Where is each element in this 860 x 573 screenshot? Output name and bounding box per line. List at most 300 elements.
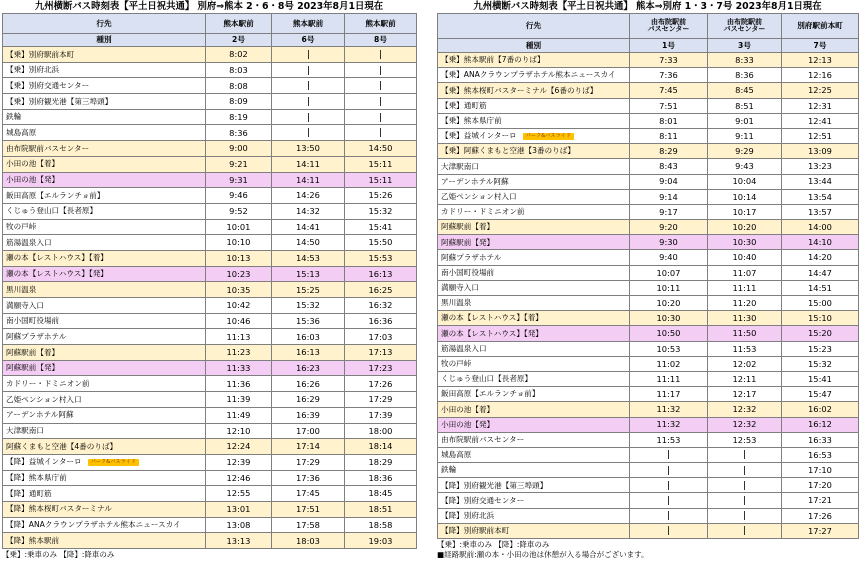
time-cell: 10:50 (630, 326, 708, 341)
time-cell: 14:11 (272, 156, 345, 172)
table-row (438, 98, 859, 113)
table-row (438, 174, 859, 189)
footnote: 【乗】:乗車のみ 【降】:降車のみ (437, 540, 550, 549)
time-cell (630, 508, 708, 523)
stop-cell (438, 204, 630, 219)
time-cell: 10:01 (206, 219, 272, 235)
no-stop-marker (668, 496, 669, 505)
stop-name: 飯田高原【エルランチョ前】 (441, 389, 540, 399)
time-cell: 12:17 (708, 387, 782, 402)
time-cell: 11:49 (206, 407, 272, 423)
time-cell: 15:10 (782, 311, 859, 326)
time-cell: 8:19 (206, 109, 272, 125)
stop-name: 阿蘇くまもと空港【4番のりば】 (6, 441, 118, 451)
table-row (438, 356, 859, 371)
destination-label: 行先 (438, 14, 630, 39)
table-row (3, 439, 417, 455)
time-cell: 8:33 (708, 53, 782, 68)
stop-cell (3, 486, 206, 502)
table-row (3, 282, 417, 298)
table-row (3, 454, 417, 470)
stop-cell (438, 447, 630, 462)
time-cell: 9:20 (630, 220, 708, 235)
stop-cell (438, 280, 630, 295)
time-cell: 16:26 (272, 376, 345, 392)
stop-name: 【乗】益城インターロ (441, 131, 517, 141)
stop-cell (438, 296, 630, 311)
time-cell: 13:57 (782, 204, 859, 219)
table-row (3, 345, 417, 361)
time-cell: 15:11 (345, 172, 417, 188)
time-cell: 17:39 (345, 407, 417, 423)
stop-name: 城島高原 (6, 127, 37, 137)
time-cell: 11:11 (630, 371, 708, 386)
time-cell (345, 62, 417, 78)
time-cell: 10:30 (630, 311, 708, 326)
time-cell: 12:53 (708, 432, 782, 447)
stop-cell (438, 478, 630, 493)
time-cell: 16:13 (345, 266, 417, 282)
time-cell: 14:53 (272, 250, 345, 266)
time-cell: 17:20 (782, 478, 859, 493)
service-type-label: 種別 (3, 34, 206, 47)
time-cell: 10:20 (708, 220, 782, 235)
stop-name: 【降】熊本桜町バスターミナル (6, 504, 112, 514)
time-cell: 10:23 (206, 266, 272, 282)
time-cell: 17:14 (272, 439, 345, 455)
no-stop-marker (744, 466, 745, 475)
time-cell: 8:43 (630, 159, 708, 174)
stop-name: 乙姫ペンション村入口 (441, 191, 517, 201)
time-cell: 15:32 (782, 356, 859, 371)
table-row (438, 128, 859, 143)
time-cell: 10:42 (206, 298, 272, 314)
time-cell: 15:13 (272, 266, 345, 282)
park-and-ride-badge: パーク&バスライド (523, 133, 574, 140)
stop-name: 南小国町役場前 (6, 316, 60, 326)
header-row-service (3, 34, 417, 47)
time-cell: 11:33 (206, 360, 272, 376)
table-row (3, 109, 417, 125)
timetable-table (2, 13, 417, 549)
no-stop-marker (744, 511, 745, 520)
table-row (3, 78, 417, 94)
stop-name: くじゅう登山口【長者原】 (6, 206, 98, 216)
table-row (438, 113, 859, 128)
table-row (438, 311, 859, 326)
table-row (438, 296, 859, 311)
stop-cell (438, 235, 630, 250)
table-row (438, 523, 859, 538)
time-cell: 9:21 (206, 156, 272, 172)
time-cell: 11:32 (630, 417, 708, 432)
stop-cell (3, 250, 206, 266)
time-cell: 10:20 (630, 296, 708, 311)
no-stop-marker (668, 450, 669, 459)
stop-name: 瀬の本【レストハウス】【発】 (6, 269, 108, 279)
stop-name: アーデンホテル阿蘇 (6, 410, 74, 420)
header-row-service (438, 39, 859, 53)
stop-name: カドリー・ドミニオン前 (6, 378, 90, 388)
stop-name: 阿蘇駅前【着】 (6, 347, 60, 357)
time-cell: 15:53 (345, 250, 417, 266)
table-row (3, 329, 417, 345)
time-cell: 9:46 (206, 188, 272, 204)
stop-cell (438, 189, 630, 204)
time-cell: 14:00 (782, 220, 859, 235)
time-cell: 11:39 (206, 392, 272, 408)
time-cell (708, 508, 782, 523)
stop-cell (3, 141, 206, 157)
table-row (3, 141, 417, 157)
stop-name: 【乗】別府北浜 (6, 65, 60, 75)
time-cell: 12:46 (206, 470, 272, 486)
time-cell (272, 62, 345, 78)
time-cell: 9:29 (708, 144, 782, 159)
time-cell: 17:26 (345, 376, 417, 392)
time-cell: 16:32 (345, 298, 417, 314)
time-cell: 9:31 (206, 172, 272, 188)
stop-name: 【降】ANAクラウンプラザホテル熊本ニュースカイ (6, 520, 181, 530)
destination-label: 行先 (3, 14, 206, 34)
no-stop-marker (308, 128, 309, 137)
stop-name: 【降】別府観光港【第三埠頭】 (441, 480, 548, 490)
table-row (438, 341, 859, 356)
run-number-cell: 1号 (630, 39, 708, 53)
stop-cell (438, 402, 630, 417)
time-cell (345, 94, 417, 110)
time-cell: 9:11 (708, 128, 782, 143)
time-cell: 16:53 (782, 447, 859, 462)
time-cell: 8:36 (708, 68, 782, 83)
stop-name: 小田の池【発】 (441, 419, 495, 429)
destination-cell: 熊本駅前 (345, 14, 417, 34)
time-cell (345, 125, 417, 141)
stop-name: 【乗】通町筋 (441, 100, 487, 110)
table-row (438, 478, 859, 493)
no-stop-marker (308, 113, 309, 122)
time-cell: 8:51 (708, 98, 782, 113)
stop-name: 小田の池【着】 (6, 159, 60, 169)
time-cell: 11:17 (630, 387, 708, 402)
stop-cell (438, 159, 630, 174)
table-row (3, 172, 417, 188)
time-cell: 10:53 (630, 341, 708, 356)
no-stop-marker (668, 511, 669, 520)
table-row (438, 189, 859, 204)
time-cell: 15:36 (272, 313, 345, 329)
stop-name: 【乗】別府交通センター (6, 80, 90, 90)
table-row (438, 280, 859, 295)
stop-cell (438, 371, 630, 386)
time-cell: 14:32 (272, 203, 345, 219)
time-cell: 10:46 (206, 313, 272, 329)
table-row (438, 463, 859, 478)
stop-cell (438, 341, 630, 356)
time-cell: 12:16 (782, 68, 859, 83)
table-row (438, 250, 859, 265)
stop-cell (3, 376, 206, 392)
destination-cell: 由布院駅前 バスセンター (708, 14, 782, 39)
stop-cell (3, 517, 206, 533)
time-cell: 10:17 (708, 204, 782, 219)
run-number-cell: 6号 (272, 34, 345, 47)
time-cell: 13:13 (206, 533, 272, 549)
no-stop-marker (380, 97, 381, 106)
time-cell: 12:41 (782, 113, 859, 128)
time-cell: 10:13 (206, 250, 272, 266)
time-cell: 15:00 (782, 296, 859, 311)
time-cell: 14:47 (782, 265, 859, 280)
time-cell: 11:32 (630, 402, 708, 417)
stop-cell (3, 392, 206, 408)
table-row (3, 94, 417, 110)
no-stop-marker (744, 526, 745, 535)
table-row (3, 392, 417, 408)
time-cell: 17:10 (782, 463, 859, 478)
stop-cell (3, 156, 206, 172)
time-cell (630, 447, 708, 462)
stop-cell (3, 78, 206, 94)
stop-name: 【降】通町筋 (6, 488, 52, 498)
no-stop-marker (668, 481, 669, 490)
time-cell: 9:52 (206, 203, 272, 219)
table-row (3, 517, 417, 533)
no-stop-marker (308, 50, 309, 59)
time-cell: 16:39 (272, 407, 345, 423)
table-row (438, 83, 859, 98)
time-cell: 10:40 (708, 250, 782, 265)
time-cell: 17:21 (782, 493, 859, 508)
stop-cell (3, 62, 206, 78)
time-cell: 13:54 (782, 189, 859, 204)
time-cell: 18:58 (345, 517, 417, 533)
stop-cell (3, 109, 206, 125)
time-cell: 12:24 (206, 439, 272, 455)
table-row (438, 235, 859, 250)
stop-name: 阿蘇プラザホテル (441, 252, 502, 262)
service-type-label: 種別 (438, 39, 630, 53)
stop-name: 黒川温泉 (6, 284, 37, 294)
table-row (3, 533, 417, 549)
time-cell (630, 463, 708, 478)
time-cell: 11:20 (708, 296, 782, 311)
stop-name: 鉄輪 (441, 465, 457, 475)
time-cell: 14:50 (272, 235, 345, 251)
timetable-title: 九州横断バス時刻表【平土日祝共通】 熊本⇒別府 1・3・7号 2023年8月1日現在 (473, 1, 822, 12)
time-cell: 8:36 (206, 125, 272, 141)
stop-cell (3, 501, 206, 517)
time-cell (345, 109, 417, 125)
timetable-beppu-to-kumamoto (2, 0, 416, 559)
stop-cell (438, 265, 630, 280)
table-row (438, 493, 859, 508)
time-cell: 17:23 (345, 360, 417, 376)
stop-cell (3, 188, 206, 204)
stop-name: 大津駅南口 (441, 161, 479, 171)
stop-cell (438, 432, 630, 447)
stop-name: 黒川温泉 (441, 298, 472, 308)
time-cell: 11:23 (206, 345, 272, 361)
time-cell (708, 478, 782, 493)
time-cell: 17:29 (345, 392, 417, 408)
table-row (3, 47, 417, 63)
time-cell: 15:26 (345, 188, 417, 204)
time-cell: 17:29 (272, 454, 345, 470)
time-cell: 7:36 (630, 68, 708, 83)
stop-cell (438, 98, 630, 113)
no-stop-marker (308, 97, 309, 106)
time-cell (708, 493, 782, 508)
park-and-ride-badge: パーク&バスライド (88, 459, 139, 466)
stop-cell (3, 94, 206, 110)
stop-cell (438, 83, 630, 98)
time-cell: 11:53 (708, 341, 782, 356)
time-cell: 8:45 (708, 83, 782, 98)
time-cell: 9:17 (630, 204, 708, 219)
time-cell: 11:30 (708, 311, 782, 326)
time-cell: 17:27 (782, 523, 859, 538)
stop-name: 小田の池【発】 (6, 175, 60, 185)
stop-name: 【乗】ANAクラウンプラザホテル熊本ニュースカイ (441, 70, 616, 80)
time-cell: 14:20 (782, 250, 859, 265)
time-cell: 11:53 (630, 432, 708, 447)
time-cell: 8:29 (630, 144, 708, 159)
time-cell: 15:47 (782, 387, 859, 402)
time-cell: 12:10 (206, 423, 272, 439)
stop-cell (3, 439, 206, 455)
stop-cell (3, 345, 206, 361)
table-row (438, 508, 859, 523)
table-row (3, 313, 417, 329)
stop-cell (3, 235, 206, 251)
time-cell: 18:45 (345, 486, 417, 502)
stop-cell (3, 329, 206, 345)
stop-cell (438, 387, 630, 402)
time-cell: 10:11 (630, 280, 708, 295)
time-cell: 8:08 (206, 78, 272, 94)
time-cell: 16:33 (782, 432, 859, 447)
time-cell: 18:51 (345, 501, 417, 517)
no-stop-marker (744, 481, 745, 490)
time-cell: 17:58 (272, 517, 345, 533)
time-cell: 12:55 (206, 486, 272, 502)
time-cell: 13:08 (206, 517, 272, 533)
run-number-cell: 2号 (206, 34, 272, 47)
time-cell: 17:13 (345, 345, 417, 361)
stop-name: 牧の戸峠 (6, 222, 37, 232)
destination-cell: 別府駅前本町 (782, 14, 859, 39)
stop-cell (3, 219, 206, 235)
time-cell: 12:39 (206, 454, 272, 470)
table-row (3, 250, 417, 266)
stop-name: 瀬の本【レストハウス】【着】 (6, 253, 108, 263)
run-number-cell: 7号 (782, 39, 859, 53)
stop-name: 【乗】熊本桜町バスターミナル【6番のりば】 (441, 85, 598, 95)
table-row (3, 266, 417, 282)
stop-name: 城島高原 (441, 450, 472, 460)
time-cell: 13:23 (782, 159, 859, 174)
stop-name: 【乗】阿蘇くまもと空港【3番のりば】 (441, 146, 575, 156)
time-cell: 15:32 (272, 298, 345, 314)
time-cell: 16:23 (272, 360, 345, 376)
stop-name: 【乗】熊本県庁前 (441, 116, 502, 126)
stop-name: 【乗】別府駅前本町 (6, 49, 75, 59)
time-cell (272, 94, 345, 110)
timetable-kumamoto-to-beppu (437, 0, 858, 559)
stop-name: 乙姫ペンション村入口 (6, 394, 82, 404)
stop-name: 鉄輪 (6, 112, 22, 122)
time-cell: 17:03 (345, 329, 417, 345)
time-cell: 15:20 (782, 326, 859, 341)
stop-name: 小田の池【着】 (441, 404, 495, 414)
stop-cell (3, 282, 206, 298)
table-row (438, 159, 859, 174)
table-row (438, 220, 859, 235)
time-cell: 9:14 (630, 189, 708, 204)
stop-cell (3, 407, 206, 423)
table-row (438, 204, 859, 219)
time-cell (272, 109, 345, 125)
time-cell: 9:40 (630, 250, 708, 265)
stop-name: 筋湯温泉入口 (6, 237, 52, 247)
time-cell: 13:44 (782, 174, 859, 189)
run-number-cell: 8号 (345, 34, 417, 47)
stop-name: カドリー・ドミニオン前 (441, 207, 525, 217)
time-cell: 12:32 (708, 402, 782, 417)
stop-name: 瀬の本【レストハウス】【発】 (441, 328, 543, 338)
time-cell: 11:11 (708, 280, 782, 295)
stop-cell (438, 417, 630, 432)
table-row (3, 470, 417, 486)
table-row (3, 407, 417, 423)
time-cell: 7:45 (630, 83, 708, 98)
stop-name: 【降】別府交通センター (441, 495, 525, 505)
table-row (3, 203, 417, 219)
stop-name: 【乗】別府観光港【第三埠頭】 (6, 96, 113, 106)
time-cell: 12:31 (782, 98, 859, 113)
time-cell (345, 47, 417, 63)
time-cell: 12:32 (708, 417, 782, 432)
time-cell: 17:36 (272, 470, 345, 486)
time-cell: 8:01 (630, 113, 708, 128)
table-row (438, 402, 859, 417)
stop-cell (3, 125, 206, 141)
table-row (3, 188, 417, 204)
time-cell: 14:50 (345, 141, 417, 157)
no-stop-marker (380, 50, 381, 59)
time-cell: 16:12 (782, 417, 859, 432)
time-cell (630, 523, 708, 538)
table-row (438, 417, 859, 432)
stop-name: 牧の戸峠 (441, 359, 472, 369)
time-cell: 15:41 (782, 371, 859, 386)
stop-cell (438, 523, 630, 538)
table-row (3, 219, 417, 235)
run-number-cell: 3号 (708, 39, 782, 53)
table-row (3, 486, 417, 502)
time-cell: 10:10 (206, 235, 272, 251)
time-cell: 14:11 (272, 172, 345, 188)
timetable-title: 九州横断バス時刻表【平土日祝共通】 別府⇒熊本 2・6・8号 2023年8月1日現在 (34, 1, 384, 12)
time-cell: 8:09 (206, 94, 272, 110)
time-cell (708, 523, 782, 538)
time-cell: 12:11 (708, 371, 782, 386)
time-cell: 12:25 (782, 83, 859, 98)
time-cell: 18:29 (345, 454, 417, 470)
stop-name: 【降】別府北浜 (441, 510, 495, 520)
time-cell: 14:51 (782, 280, 859, 295)
